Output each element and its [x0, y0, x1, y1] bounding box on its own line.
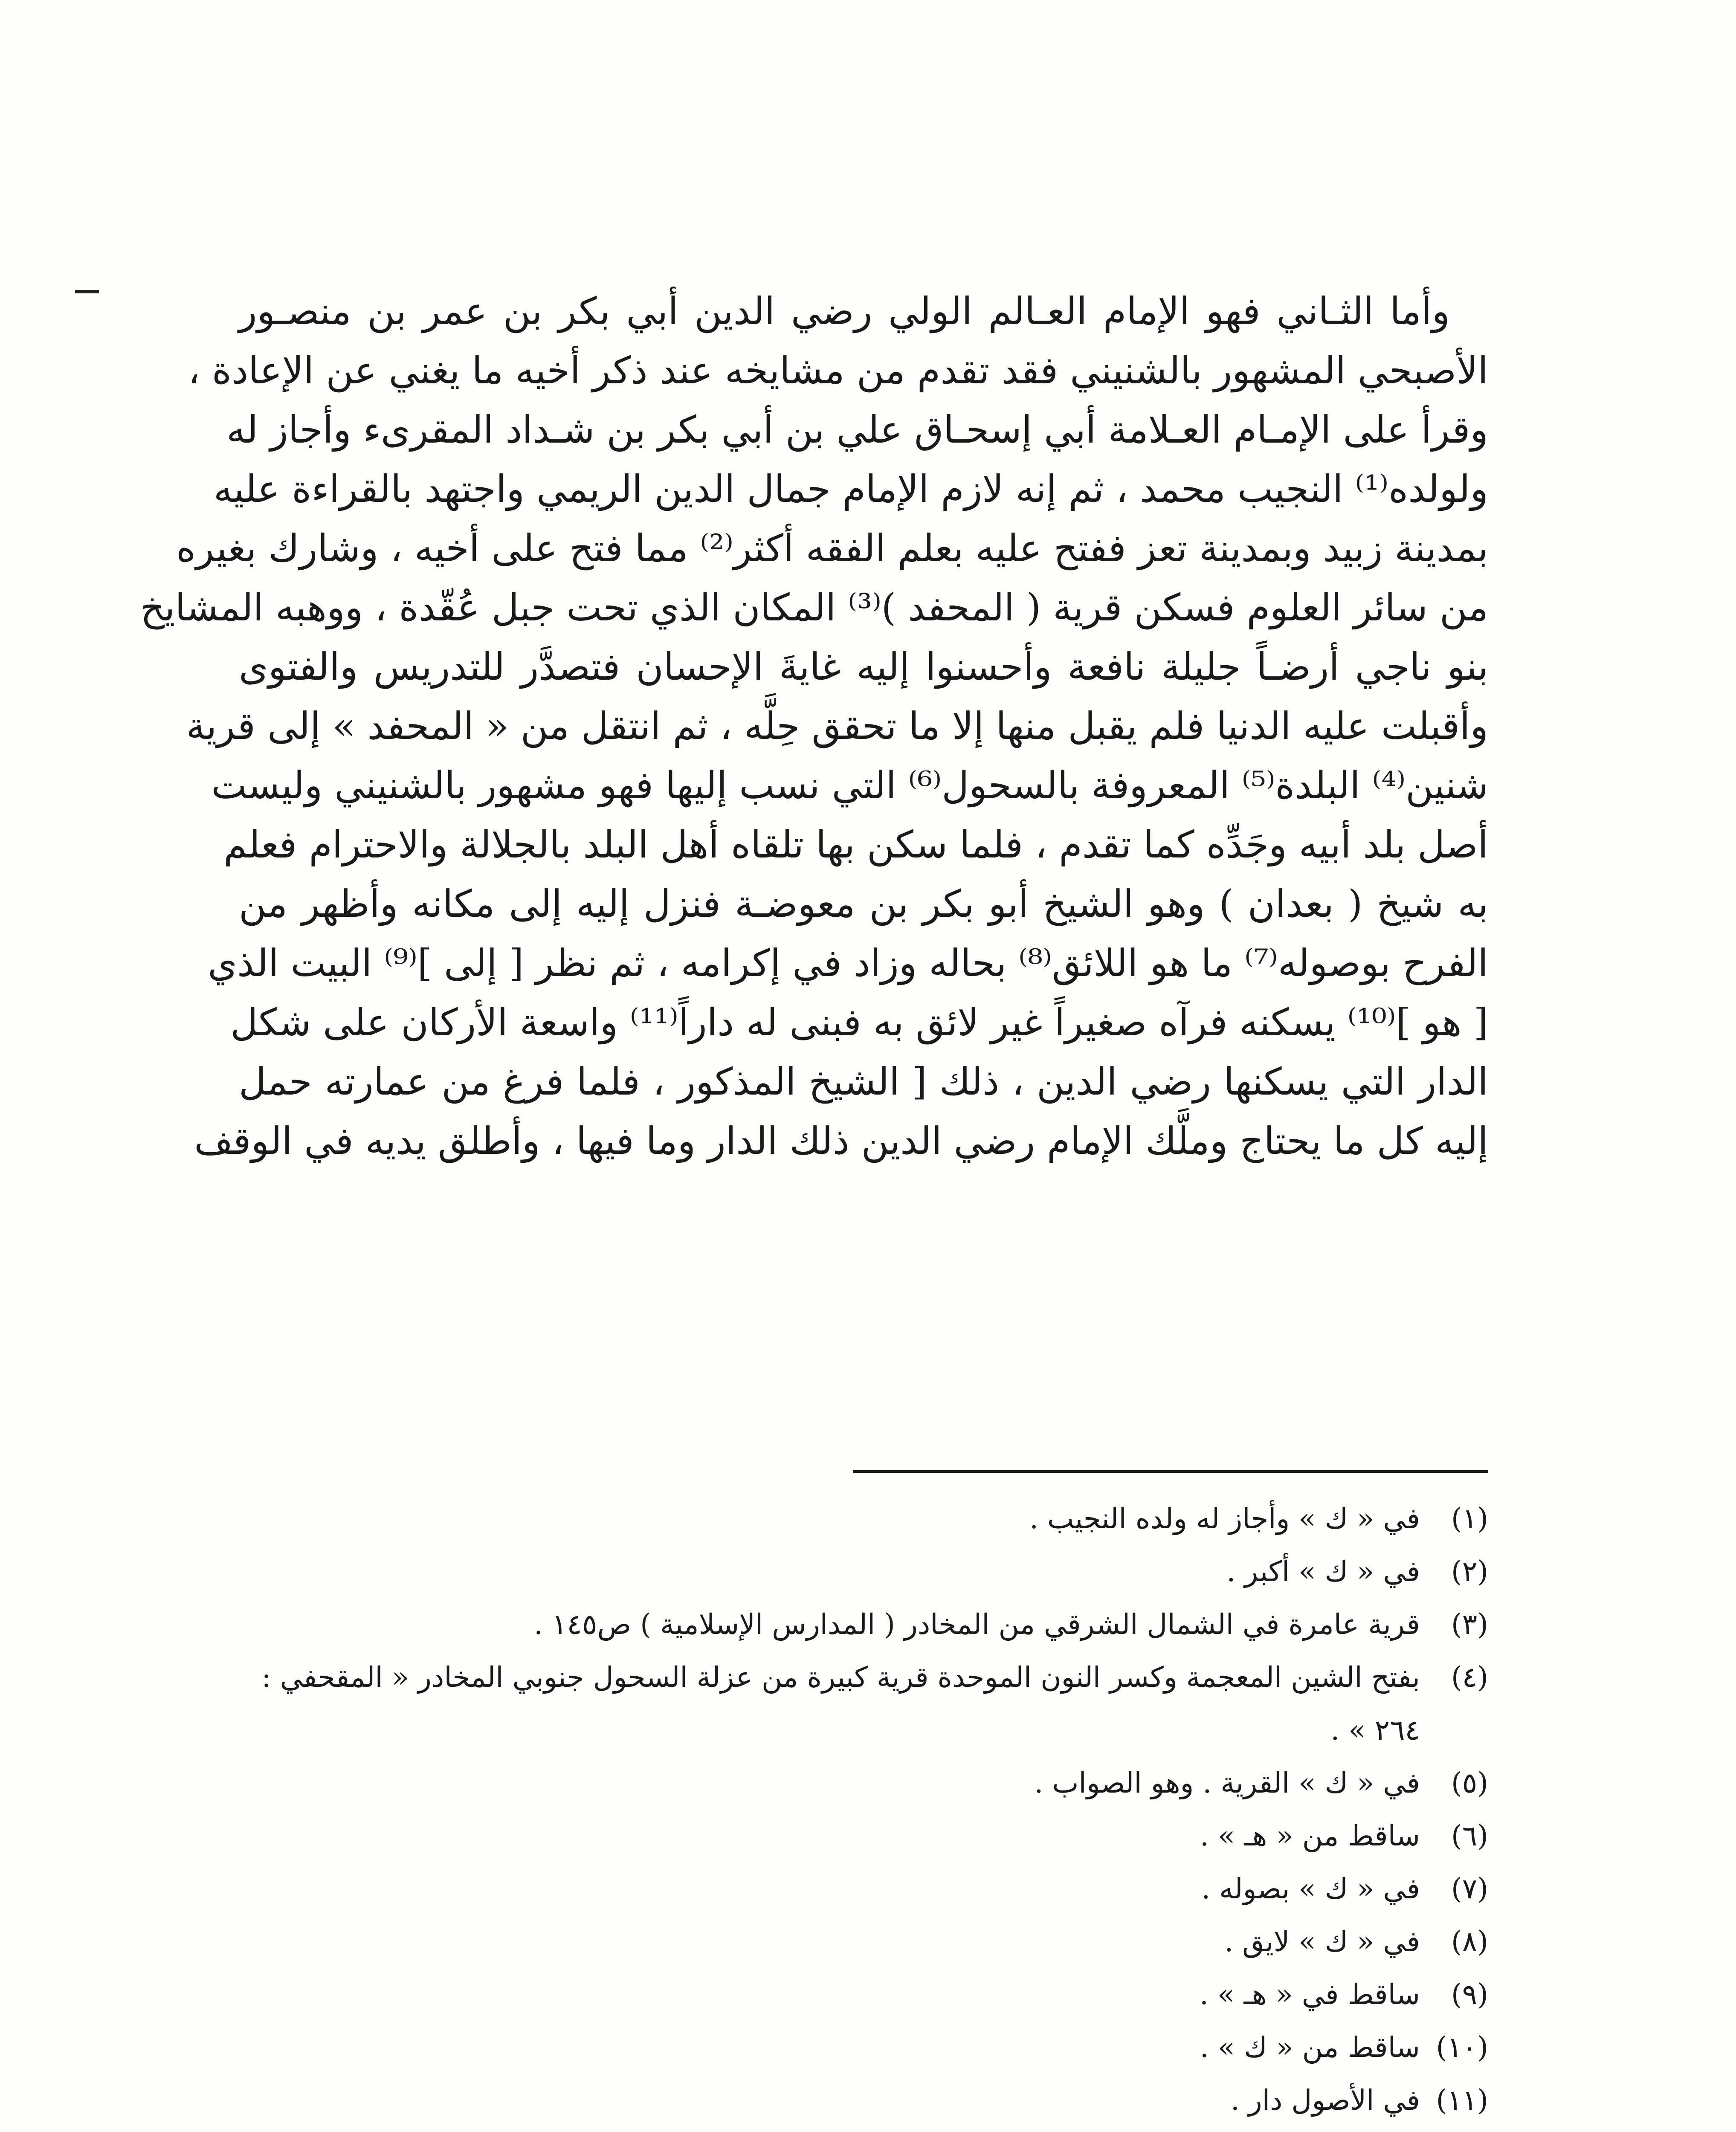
footnote-text: في « ك » أكبر .: [1226, 1555, 1420, 1588]
footnote: [239, 1968, 1488, 2021]
footnote-text: في « ك » لايق .: [1224, 1925, 1420, 1958]
main-text: [140, 281, 1488, 1170]
text-line: أصل بلد أبيه وجَدِّه كما تقدم ، فلما سكن بها تلقاه أهل البلد بالجلالة والاحترام فعلم: [223, 823, 1488, 866]
footnote-text: ساقط من « هـ » .: [1200, 1819, 1420, 1852]
footnote-text: في « ك » بصوله .: [1201, 1872, 1420, 1905]
footnote: [239, 1651, 1488, 1704]
footnote-text: ساقط من « ك » .: [1200, 2031, 1420, 2064]
text-line: إليه كل ما يحتاج وملَّك الإمام رضي الدين ذلك الدار وما فيها ، وأطلق يديه في الوقف: [194, 1119, 1488, 1163]
footnote-text: في « ك » القرية . وهو الصواب .: [1034, 1767, 1420, 1799]
footnote: [239, 1863, 1488, 1915]
text-line: من سائر العلوم فسكن قرية ( المحفد )⁽³⁾ المكان الذي تحت جبل عُقّدة ، ووهبه المشايخ: [140, 585, 1488, 629]
text-line: وقرأ على الإمـام العـلامة أبي إسحـاق علي بن أبي بكر بن شـداد المقرىء وأجاز له: [226, 408, 1488, 452]
footnotes: [239, 1492, 1488, 2127]
footnote-number: (٣): [1451, 1608, 1488, 1641]
footnote-text: بفتح الشين المعجمة وكسر النون الموحدة قرية كبيرة من عزلة السحول جنوبي المخادر « المقحفي :: [261, 1661, 1420, 1694]
footnote-divider: [853, 1470, 1488, 1473]
footnote: [239, 2074, 1488, 2127]
text-line: بمدينة زبيد وبمدينة تعز ففتح عليه بعلم الفقه أكثر⁽²⁾ مما فتح على أخيه ، وشارك بغيره: [176, 526, 1488, 570]
footnote: [239, 2021, 1488, 2074]
footnote: [239, 1545, 1488, 1598]
footnote-number: (٤): [1451, 1661, 1488, 1694]
text-line: الدار التي يسكنها رضي الدين ، ذلك [ الشيخ المذكور ، فلما فرغ من عمارته حمل: [239, 1060, 1488, 1104]
text-line: بنو ناجي أرضـاً جليلة نافعة وأحسنوا إليه غايةَ الإحسان فتصدَّر للتدريس والفتوى: [239, 645, 1488, 689]
footnote-continuation: [239, 1704, 1488, 1757]
footnote-number: (١): [1451, 1502, 1488, 1535]
footnote-number: (٩): [1451, 1978, 1488, 2011]
footnote-number: (٦): [1451, 1819, 1488, 1852]
text-line: الفرح بوصوله⁽⁷⁾ ما هو اللائق⁽⁸⁾ بحاله وزاد في إكرامه ، ثم نظر [ إلى ]⁽⁹⁾ البيت الذي: [208, 941, 1488, 985]
footnote-text: ساقط في « هـ » .: [1200, 1978, 1420, 2011]
footnote-text: ٢٦٤ » .: [1330, 1714, 1420, 1747]
text-line: [ هو ]⁽¹⁰⁾ يسكنه فرآه صغيراً غير لائق به فبنى له داراً⁽¹¹⁾ واسعة الأركان على شكل: [230, 1000, 1488, 1044]
footnote-text: في الأصول دار .: [1230, 2084, 1420, 2117]
footnote-text: في « ك » وأجاز له ولده النجيب .: [1029, 1502, 1420, 1535]
footnote-number: (١١): [1436, 2084, 1488, 2117]
text-line: الأصبحي المشهور بالشنيني فقد تقدم من مشايخه عند ذكر أخيه ما يغني عن الإعادة ،: [188, 348, 1488, 392]
footnote: [239, 1757, 1488, 1810]
footnote-number: (٧): [1451, 1872, 1488, 1905]
footnote: [239, 1598, 1488, 1651]
footnote-number: (٨): [1451, 1925, 1488, 1958]
footnote: [239, 1915, 1488, 1968]
footnote-number: (١٠): [1436, 2031, 1488, 2064]
text-line: به شيخ ( بعدان ) وهو الشيخ أبو بكر بن معوضـة فنزل إليه إلى مكانه وأظهر من: [239, 882, 1488, 926]
footnote-number: (٥): [1451, 1767, 1488, 1799]
footnote: [239, 1810, 1488, 1863]
footnote-text: قرية عامرة في الشمال الشرقي من المخادر ( المدارس الإسلامية ) ص١٤٥ .: [534, 1608, 1420, 1641]
margin-mark: [75, 290, 99, 293]
text-line: وأما الثـاني فهو الإمام العـالم الولي رضي الدين أبي بكر بن عمر بن منصـور: [239, 289, 1450, 333]
footnote: [239, 1492, 1488, 1545]
text-line: شنين⁽⁴⁾ البلدة⁽⁵⁾ المعروفة بالسحول⁽⁶⁾ التي نسب إليها فهو مشهور بالشنيني وليست: [211, 763, 1488, 807]
text-line: ولولده⁽¹⁾ النجيب محمد ، ثم إنه لازم الإمام جمال الدين الريمي واجتهد بالقراءة عليه: [213, 467, 1488, 511]
footnote-number: (٢): [1451, 1555, 1488, 1588]
text-line: وأقبلت عليه الدنيا فلم يقبل منها إلا ما تحقق حِلَّه ، ثم انتقل من « المحفد » إلى قرية: [186, 704, 1488, 748]
